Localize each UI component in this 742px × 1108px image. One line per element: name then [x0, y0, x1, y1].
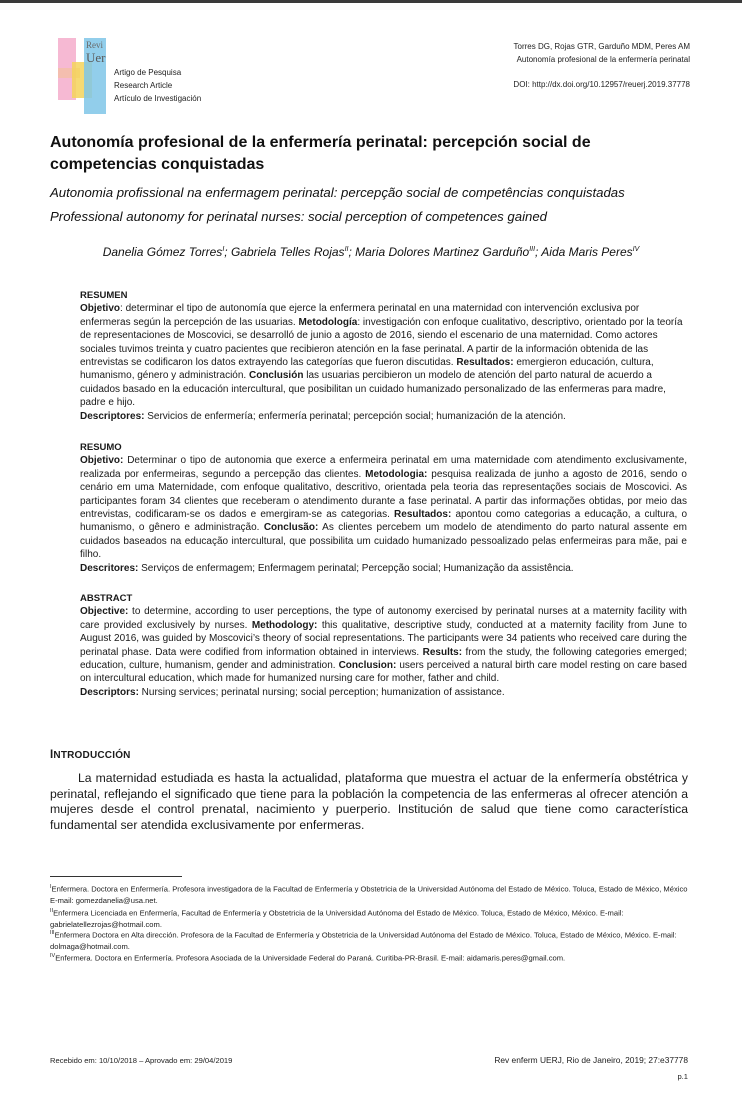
footnote-divider [50, 876, 182, 877]
page-number: p.1 [677, 1072, 688, 1081]
author-separator: ; [224, 245, 231, 259]
label-conclusion: Conclusión [248, 370, 304, 382]
footnote-text: Enfermera. Doctora en Enfermería. Profesora investigadora de la Facultad de Enfermería y Obstetricia de la Universidad Autónoma del Estado de México. Toluca, Estado de México, México E-mail: gomezdanelia@usa.net. [50, 884, 688, 905]
running-header [514, 40, 691, 66]
heading-initial: I [50, 749, 54, 761]
author-name: Aida Maris Peres [541, 245, 633, 259]
label-results: Resultados: [394, 509, 452, 521]
author-list [0, 245, 742, 259]
text-methodology: pesquisa realizada de junho a agosto de 2016, sendo o cenário em uma Maternidade, com enfoque qualitativo, descritivo, orientada pela teoria das representações sociais de Moscovici. As participantes foram 34 clientes que receberam o atendimento durante a fase perinatal. A partir das informações obtidas, por meio das entrevistas, codificaram-se os dados e emergiram-se as categorias. [80, 468, 687, 521]
article-type [114, 66, 201, 105]
running-authors: Torres DG, Rojas GTR, Garduño MDM, Peres AM [513, 42, 690, 51]
author-affiliation-mark: III [529, 246, 536, 253]
section-heading: RESUMEN [80, 290, 128, 301]
article-type-en: Research Article [114, 81, 173, 90]
keywords [80, 686, 687, 699]
section-heading: RESUMO [80, 442, 122, 453]
footnote-text: Enfermera Doctora en Alta dirección. Profesora de la Facultad de Enfermería y Obstetricia de la Universidad Autónoma del Estado de México. Toluca, Estado de México, México. E-mail: dolmaga@hotmail.com. [50, 930, 677, 951]
footnote [50, 928, 690, 952]
section-heading: ABSTRACT [80, 593, 133, 604]
text-results: emergieron educación, cultura, humanismo, género y administración. [80, 357, 654, 382]
label-methodology: Methodology: [251, 619, 318, 631]
author-affiliation-mark: IV [632, 246, 640, 253]
footnote-mark: IV [50, 953, 56, 959]
keywords [80, 562, 687, 575]
subtitle-portuguese: Autonomia profissional na enfermagem perinatal: percepção social de competências conquistadas [50, 185, 625, 200]
author-affiliation-mark: II [344, 246, 349, 253]
journal-logo [58, 38, 108, 114]
label-results: Resultados: [456, 357, 514, 369]
label-keywords: Descriptores: [80, 410, 145, 422]
text-objective: Determinar o tipo de autonomia que exerce a enfermeira perinatal em uma maternidade com atendimento exclusivamente, realizada por enfermeiras, segundo a percepção das clientes. [80, 455, 687, 480]
label-methodology: Metodologia: [365, 468, 428, 480]
label-objective: Objetivo: [80, 455, 124, 467]
text-objective: to determine, according to user perceptions, the type of autonomy exercised by perinatal nurses at a maternity facility with care provided exclusively by nurses. [80, 606, 687, 631]
label-keywords: Descriptors: [80, 686, 139, 698]
abstract-portuguese [80, 441, 687, 575]
footnote-text: Enfermera. Doctora en Enfermería. Profesora Asociada de la Universidade Federal do Paraná. Curitiba-PR-Brasil. E-mail: aidamaris.peres@gmail.com. [55, 953, 566, 963]
footnote-mark: III [50, 930, 55, 936]
author-separator: ; [348, 245, 356, 259]
label-methodology: Metodología [298, 316, 358, 328]
doi-link[interactable]: DOI: http://dx.doi.org/10.12957/reuerj.2019.37778 [513, 80, 690, 89]
label-conclusion: Conclusion: [338, 660, 397, 672]
introduction-paragraph: La maternidad estudiada es hasta la actualidad, plataforma que muestra el actuar de la enfermería obstétrica y perinatal, reflejando el significado que tiene para la población la competencia de las enfermeras al ofrecer atención a mujeres desde el control prenatal, nacimiento y puerperio. Institución de salud que tiene como característica fundamental ser atendida exclusivamente por enfermeras. [50, 771, 688, 832]
logo-text-top: Revi [86, 40, 103, 50]
footnote [50, 882, 690, 906]
abstract-spanish [80, 289, 687, 423]
text-results: from the study, the following categories emerged; education, culture, humanism, gender and administration. [80, 646, 687, 672]
author-name: Danelia Gómez Torres [102, 245, 223, 259]
text-conclusion: las usuarias percibieron un modelo de atención del parto natural de acuerdo a cuidados basado en la educación intercultural, que posibilitan un cuidado humanizado personalizado de las enfermeras para madre, padre e hijo. [80, 370, 666, 409]
text-keywords: Serviços de enfermagem; Enfermagem perinatal; Percepção social; Humanização da assistência. [138, 562, 574, 574]
heading-rest: NTRODUCCIÓN [53, 750, 131, 761]
abstract-body [80, 302, 687, 409]
abstract-body [80, 605, 687, 685]
author-separator: ; [535, 245, 542, 259]
footnote-mark: II [50, 908, 54, 914]
footnote-text: Enfermera Licenciada en Enfermería, Facultad de Enfermería y Obstetricia de la Universidad Autónoma del Estado de México. Toluca, Estado de México, México. E-mail: gabrielatellezrojas@hotmail.com. [50, 908, 624, 929]
author-name: Gabriela Telles Rojas [230, 245, 345, 259]
label-objective: Objetivo [80, 303, 121, 315]
article-type-es: Artículo de Investigación [114, 94, 202, 103]
text-methodology: this qualitative, descriptive study, conducted at a maternity facility from June to August 2016, was guided by Moscovici’s theory of social representations. The participants were 34 patients who received care during the perinatal phase. Data were codified from information obtained in interviews. [80, 619, 687, 658]
article-type-pt: Artigo de Pesquisa [114, 68, 182, 77]
text-keywords: Nursing services; perinatal nursing; social perception; humanization of assistance. [138, 686, 505, 698]
text-results: apontou como categorias a educação, a cultura, o humanismo, o gênero e administração. [80, 509, 688, 534]
abstract-body [80, 454, 687, 561]
label-results: Results: [422, 646, 463, 658]
footnote [50, 951, 690, 964]
footnote [50, 906, 690, 930]
text-conclusion: users perceived a natural birth care model resting on care based on intercultural education, which made for humanized nursing care for mother, father and child. [80, 660, 687, 685]
abstract-english [80, 592, 687, 699]
author-affiliation-mark: I [222, 246, 225, 253]
footnote-mark: I [50, 884, 52, 890]
label-keywords: Descritores: [80, 562, 139, 574]
text-conclusion: As clientes percebem um modelo de atendimento do parto natural assente em cuidados baseados na educação intercultural, que possibilita um cuidado humanizado pessoalizado pelas enfermeiras para mãe, pai e filho. [80, 522, 687, 561]
running-title: Autonomía profesional de la enfermería perinatal [516, 55, 690, 64]
journal-citation: Rev enferm UERJ, Rio de Janeiro, 2019; 27:e37778 [494, 1055, 688, 1065]
label-objective: Objective: [80, 606, 129, 618]
text-methodology: : investigación con enfoque cualitativo, descriptivo, orientado por la teoría de representaciones de Moscovici, se desarrolló de junio a agosto de 2016, siendo el escenario de una maternidad. Como actores sociales tuvimos treinta y cuatro pacientes que recibieron atención en la fase perinatal. A partir de la información obtenida de las entrevistas se codificaron los datos extrayendo las categorías que fueron discutidas. [80, 316, 683, 369]
text-keywords: Servicios de enfermería; enfermería perinatal; percepción social; humanización de la atención. [144, 410, 566, 422]
keywords [80, 410, 687, 423]
subtitle-english: Professional autonomy for perinatal nurses: social perception of competences gained [50, 209, 548, 224]
received-approved-dates: Recebido em: 10/10/2018 – Aprovado em: 29/04/2019 [50, 1056, 233, 1065]
text-objective: : determinar el tipo de autonomía que ejerce la enfermera perinatal en una maternidad con intervención exclusiva por enfermeras según la percepción de las usuarias. [80, 303, 640, 328]
label-conclusion: Conclusão: [263, 522, 319, 534]
section-heading-introduction [50, 749, 131, 761]
article-title: Autonomía profesional de la enfermería perinatal: percepción social de competencias conquistadas [50, 134, 591, 173]
top-border [0, 0, 742, 3]
author-name: Maria Dolores Martinez Garduño [355, 245, 530, 259]
logo-text-bottom: Uer [86, 50, 106, 65]
